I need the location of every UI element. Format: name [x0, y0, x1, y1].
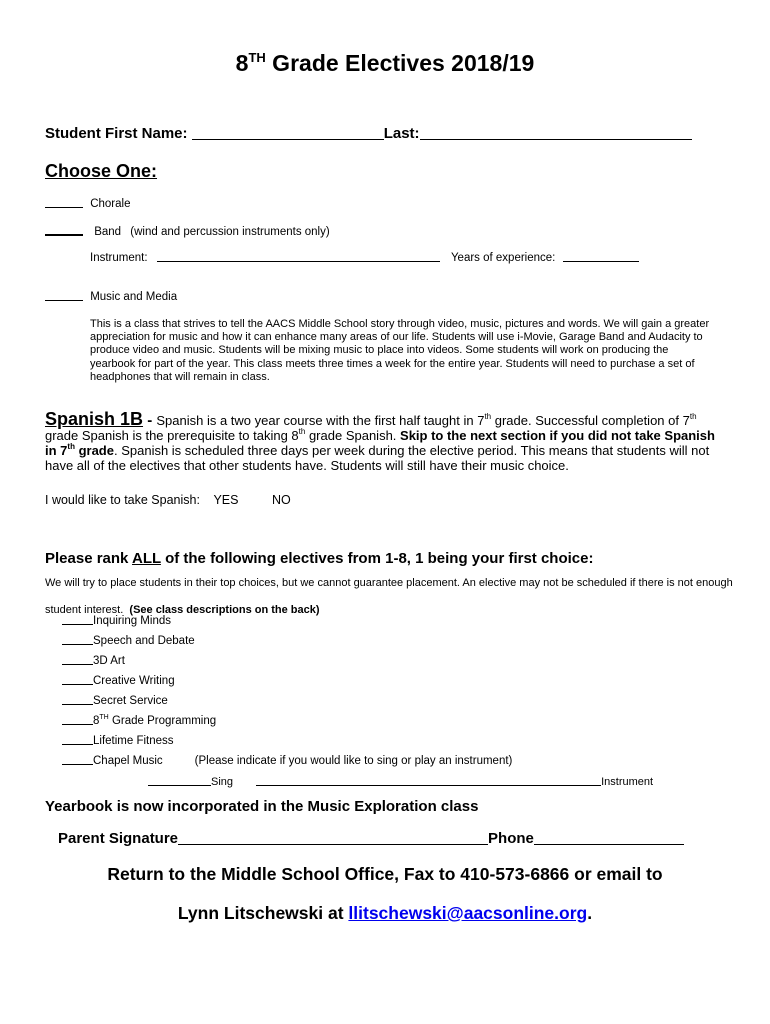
see-back-note: (See class descriptions on the back): [129, 604, 320, 616]
band-blank[interactable]: [45, 224, 83, 236]
music-media-description: This is a class that strives to tell the AACS Middle School story through video, music, pictures and words. We will gain a greater appreciation for music and how it can enhance many areas of our life. Students will use i-Movie, Garage Band and Audacity to produce video and music. Students will be mixing music to place into videos. Some students will work on producing the yearbook for part of the year. This class meets three times a week for the entire year. Students will need to purchase a set of headphones that will remain in class.: [90, 318, 710, 383]
sing-label: Sing: [211, 776, 234, 788]
rank-note: We will try to place students in their top choices, but we cannot guarantee placement. An elective may not be scheduled if there is not enough student interest. (See class descriptions on the back): [45, 577, 733, 616]
band-label: Band: [94, 226, 122, 238]
elective-programming: 8TH Grade Programming: [62, 714, 216, 727]
rank-blank[interactable]: [62, 694, 93, 705]
instrument-blank[interactable]: [256, 775, 601, 786]
phone-field[interactable]: [534, 830, 684, 845]
spanish-question: I would like to take Spanish:: [45, 493, 200, 507]
rank-blank[interactable]: [62, 754, 93, 765]
rank-blank[interactable]: [62, 654, 93, 665]
elective-lifetime-fitness: Lifetime Fitness: [62, 734, 174, 747]
rank-blank[interactable]: [62, 714, 93, 725]
chorale-blank[interactable]: [45, 197, 83, 208]
rank-blank[interactable]: [62, 634, 93, 645]
rank-heading: Please rank ALL of the following electives from 1-8, 1 being your first choice:: [45, 550, 594, 567]
music-media-label: Music and Media: [90, 291, 178, 303]
elective-chapel-music: Chapel Music (Please indicate if you would like to sing or play an instrument): [62, 754, 512, 767]
option-music-media: [45, 290, 177, 303]
elective-creative-writing: Creative Writing: [62, 674, 175, 687]
return-email-line: Lynn Litschewski at llitschewski@aacsonline.org.: [177, 903, 593, 923]
instrument-label: Instrument:: [90, 252, 148, 264]
phone-label: Phone: [488, 830, 534, 847]
yearbook-note: Yearbook is now incorporated in the Music Exploration class: [45, 798, 479, 815]
spanish-section: Spanish 1B - Spanish is a two year course with the first half taught in 7th grade. Successful completion of 7th grade Spanish is the prerequisite to taking 8th grade Spanish. Skip to the next section if you did not take Spanish in 7th grade. Spanish is scheduled three days per week during the elective period. This means that students will not have all of the electives that other students have. Students will still have their music choice.: [45, 409, 715, 473]
option-band: [45, 224, 330, 238]
instrument-choice-label: Instrument: [601, 776, 654, 788]
choose-one-heading: Choose One:: [45, 161, 158, 181]
band-note: (wind and percussion instruments only): [130, 226, 330, 238]
sing-blank[interactable]: [148, 775, 211, 786]
years-field[interactable]: [563, 251, 639, 262]
rank-blank[interactable]: [62, 614, 93, 625]
email-link[interactable]: llitschewski@aacsonline.org: [348, 903, 588, 923]
chapel-music-choice-row: [148, 775, 653, 788]
parent-signature-label: Parent Signature: [58, 830, 179, 847]
parent-signature-field[interactable]: [178, 830, 488, 845]
chapel-music-note: (Please indicate if you would like to sing or play an instrument): [194, 755, 513, 767]
spanish-heading: Spanish 1B: [45, 409, 144, 429]
elective-secret-service: Secret Service: [62, 694, 168, 707]
elective-speech-debate: Speech and Debate: [62, 634, 195, 647]
band-details-row: [90, 251, 639, 264]
elective-3d-art: 3D Art: [62, 654, 125, 667]
rank-blank[interactable]: [62, 674, 93, 685]
years-label: Years of experience:: [450, 252, 556, 264]
signature-row: [58, 830, 684, 847]
elective-inquiring-minds: Inquiring Minds: [62, 614, 171, 627]
spanish-yes[interactable]: YES: [213, 493, 239, 507]
first-name-field[interactable]: [192, 125, 384, 140]
return-instructions: Return to the Middle School Office, Fax to 410-573-6866 or email to: [107, 864, 663, 884]
chorale-label: Chorale: [90, 198, 131, 210]
last-name-label: Last:: [383, 125, 420, 142]
spanish-no[interactable]: NO: [271, 493, 291, 507]
rank-blank[interactable]: [62, 734, 93, 745]
instrument-field[interactable]: [157, 251, 440, 262]
page-title: 8TH Grade Electives 2018/19: [235, 50, 535, 76]
first-name-label: Student First Name:: [45, 125, 188, 142]
option-chorale: [45, 197, 130, 210]
spanish-question-row: [45, 493, 291, 507]
student-name-row: [45, 125, 692, 142]
last-name-field[interactable]: [420, 125, 692, 140]
music-media-blank[interactable]: [45, 290, 83, 301]
